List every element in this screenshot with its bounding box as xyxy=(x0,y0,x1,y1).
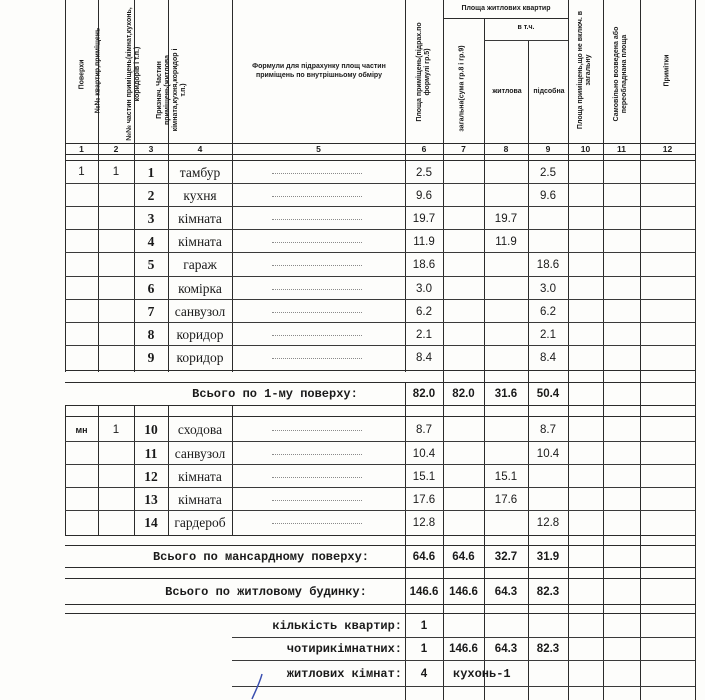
four-room-label: чотирикімнатних: xyxy=(286,642,402,656)
column-number: 3 xyxy=(148,144,154,154)
grid-line xyxy=(443,18,568,19)
header-including: в т.ч. xyxy=(517,24,535,31)
formula-placeholder xyxy=(272,454,362,455)
room-name: кухня xyxy=(183,187,217,203)
floor1-total-area: 82.0 xyxy=(412,388,436,400)
room-living-area xyxy=(484,277,528,300)
room-number: 3 xyxy=(147,210,155,226)
room-number: 12 xyxy=(144,468,158,484)
room-number: 6 xyxy=(147,280,155,296)
kitchens-count: кухонь-1 xyxy=(453,666,511,681)
room-area: 3.0 xyxy=(416,282,432,295)
formula-placeholder xyxy=(272,242,362,243)
room-name: гардероб xyxy=(174,514,226,530)
room-living-area: 11.9 xyxy=(495,235,517,248)
room-name: кімната xyxy=(178,210,222,226)
column-number: 5 xyxy=(316,144,321,154)
room-area: 19.7 xyxy=(412,212,436,225)
grid-line xyxy=(603,0,604,700)
floor1-apartment-cell: 1 xyxy=(112,165,120,178)
room-area: 18.6 xyxy=(412,258,436,271)
room-aux-area xyxy=(528,230,568,253)
header-excluded: Площа приміщень,що не включ. в загальну xyxy=(577,10,592,130)
attic-floor-cell: мн xyxy=(75,424,88,435)
room-living-area xyxy=(484,161,528,184)
room-aux-area xyxy=(528,465,568,488)
room-aux-area: 10.4 xyxy=(536,447,560,460)
building-total-living: 64.3 xyxy=(494,585,518,598)
room-name: кімната xyxy=(178,491,222,507)
living-rooms-label: житлових кімнат: xyxy=(286,666,402,681)
room-number: 1 xyxy=(147,164,155,180)
room-aux-area xyxy=(528,488,568,511)
header-apartment-no: №№ квартир,приміщень xyxy=(94,27,102,114)
room-number: 14 xyxy=(144,514,158,530)
room-number: 2 xyxy=(147,187,155,203)
header-formulas: Формули для підрахунку площ частин приміщень по внутрішньому обміру xyxy=(252,63,386,79)
room-number: 10 xyxy=(144,421,158,437)
apartments-count-value: 1 xyxy=(420,619,428,632)
building-total-label: Всього по житловому будинку: xyxy=(165,584,367,599)
room-number: 13 xyxy=(144,491,158,507)
room-living-area xyxy=(484,511,528,534)
attic-apartment-cell: 1 xyxy=(112,423,120,436)
room-name: кімната xyxy=(178,233,222,249)
floor1-total-living: 31.6 xyxy=(494,388,518,400)
room-area: 2.5 xyxy=(416,166,432,179)
formula-placeholder xyxy=(272,523,362,524)
formula-placeholder xyxy=(272,358,362,359)
header-purpose: Признач. Частин приміщень(житлова кімната,кухня,коридор і т.п.) xyxy=(156,48,187,132)
room-living-area xyxy=(484,418,528,441)
grid-line xyxy=(65,0,66,372)
grid-line xyxy=(65,567,695,568)
room-name: коридор xyxy=(176,326,224,342)
room-aux-area: 3.0 xyxy=(540,282,556,295)
formula-placeholder xyxy=(272,477,362,478)
floor1-total-general: 82.0 xyxy=(452,388,475,400)
room-name: комірка xyxy=(178,280,222,296)
grid-line xyxy=(65,535,695,536)
room-living-area xyxy=(484,300,528,323)
room-living-area: 19.7 xyxy=(494,212,518,225)
column-number: 9 xyxy=(545,144,551,154)
living-rooms-value: 4 xyxy=(420,667,428,680)
column-number: 8 xyxy=(503,144,509,154)
header-general: загальна(сума гр.8 і гр.9) xyxy=(458,45,466,132)
grid-line xyxy=(484,40,568,41)
apartments-count-label: кількість квартир: xyxy=(272,618,402,633)
formula-placeholder xyxy=(272,265,362,266)
column-number: 1 xyxy=(79,144,84,154)
grid-line xyxy=(640,0,641,700)
pen-mark xyxy=(240,672,280,700)
grid-line xyxy=(65,370,695,371)
header-floors: Поверхи xyxy=(78,59,86,90)
room-name: санвузол xyxy=(174,303,226,319)
column-number: 2 xyxy=(113,144,119,154)
room-name: сходова xyxy=(177,421,223,437)
header-living-area: Площа житлових квартир xyxy=(461,5,551,12)
room-living-area xyxy=(484,253,528,276)
grid-line xyxy=(232,0,233,372)
room-name: гараж xyxy=(183,256,217,272)
header-auxiliary: підсобна xyxy=(533,88,565,95)
grid-line xyxy=(65,416,695,417)
room-area: 6.2 xyxy=(416,305,432,318)
column-number: 7 xyxy=(461,144,466,154)
attic-total-general: 64.6 xyxy=(452,550,475,563)
room-living-area xyxy=(484,346,528,369)
column-number: 4 xyxy=(197,144,203,154)
room-living-area xyxy=(484,323,528,346)
building-total-area: 146.6 xyxy=(409,585,439,598)
room-area: 9.6 xyxy=(416,189,432,202)
room-name: тамбур xyxy=(179,164,221,180)
grid-line xyxy=(65,405,695,406)
formula-placeholder xyxy=(272,335,362,336)
building-total-aux: 82.3 xyxy=(536,585,560,598)
attic-total-living: 32.7 xyxy=(494,550,518,563)
room-living-area xyxy=(484,184,528,207)
formula-placeholder xyxy=(272,173,362,174)
formula-placeholder xyxy=(272,289,362,290)
header-unauthorized: Самовільно возведена або переобладнана площа xyxy=(613,26,628,122)
room-living-area: 15.1 xyxy=(494,470,518,483)
four-room-aux: 82.3 xyxy=(536,643,560,655)
room-number: 8 xyxy=(147,326,155,342)
room-aux-area: 8.7 xyxy=(540,423,556,436)
room-area: 8.7 xyxy=(416,423,432,436)
header-notes: Примітки xyxy=(663,54,671,87)
header-room-area: Площа приміщень(підрах.по формулі гр.5) xyxy=(416,22,431,122)
building-total-general: 146.6 xyxy=(449,585,478,598)
header-part-no: №№ частин приміщень(кімнат,кухонь, коридорів і т.п.) xyxy=(126,7,141,141)
room-number: 4 xyxy=(147,233,155,249)
room-aux-area: 18.6 xyxy=(536,258,560,271)
formula-placeholder xyxy=(272,312,362,313)
room-living-area: 17.6 xyxy=(494,493,518,506)
attic-total-area: 64.6 xyxy=(412,550,436,563)
header-living: житлова xyxy=(492,88,522,95)
attic-total-label: Всього по мансардному поверху: xyxy=(152,549,370,564)
grid-line xyxy=(232,406,233,536)
formula-placeholder xyxy=(272,430,362,431)
four-room-general: 146.6 xyxy=(449,643,478,655)
column-number: 12 xyxy=(662,144,673,154)
grid-line xyxy=(65,604,695,605)
room-area: 15.1 xyxy=(412,470,436,483)
room-area: 8.4 xyxy=(416,351,432,364)
room-aux-area: 12.8 xyxy=(536,516,560,529)
room-area: 10.4 xyxy=(412,447,436,460)
formula-placeholder xyxy=(272,500,362,501)
room-aux-area: 8.4 xyxy=(540,351,556,364)
room-area: 11.9 xyxy=(413,235,435,248)
grid-line xyxy=(232,686,695,687)
grid-line xyxy=(65,154,695,155)
grid-line xyxy=(568,0,569,700)
room-aux-area: 9.6 xyxy=(540,189,556,202)
floor1-total-aux: 50.4 xyxy=(536,388,560,400)
attic-total-aux: 31.9 xyxy=(536,550,560,563)
room-area: 17.6 xyxy=(412,493,436,506)
four-room-living: 64.3 xyxy=(494,643,518,655)
room-area: 2.1 xyxy=(416,328,432,341)
column-number: 11 xyxy=(617,144,626,154)
four-room-count: 1 xyxy=(420,643,428,655)
column-number: 10 xyxy=(580,144,591,154)
formula-placeholder xyxy=(272,219,362,220)
floor1-total-label: Всього по 1-му поверху: xyxy=(192,387,358,401)
room-aux-area: 6.2 xyxy=(540,305,556,318)
room-living-area xyxy=(484,442,528,465)
room-aux-area xyxy=(528,207,568,230)
room-aux-area: 2.1 xyxy=(540,328,556,341)
room-number: 11 xyxy=(144,445,158,461)
column-number: 6 xyxy=(421,144,427,154)
room-area: 12.8 xyxy=(412,516,436,529)
room-aux-area: 2.5 xyxy=(540,166,556,179)
grid-line xyxy=(695,0,696,700)
room-name: кімната xyxy=(178,468,222,484)
room-number: 9 xyxy=(147,349,155,365)
floor1-floor-cell: 1 xyxy=(78,165,85,178)
room-name: санвузол xyxy=(174,445,226,461)
room-number: 5 xyxy=(147,256,155,272)
room-number: 7 xyxy=(147,303,155,319)
formula-placeholder xyxy=(272,196,362,197)
room-name: коридор xyxy=(176,349,224,365)
